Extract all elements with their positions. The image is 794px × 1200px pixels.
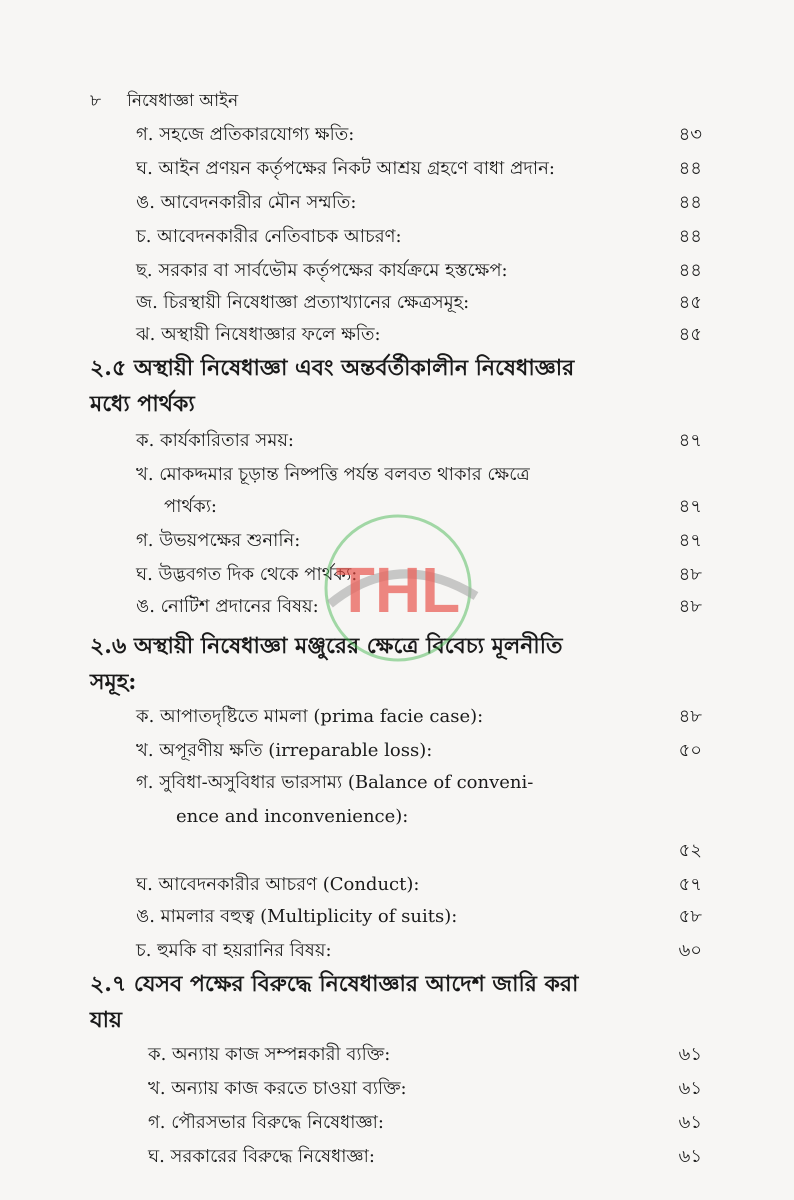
toc-entry-page: ৪৮ <box>678 564 702 585</box>
section-heading-line: মধ্যে পার্থক্য <box>90 391 195 417</box>
section-heading-line: ২.৬ অস্থায়ী নিষেধাজ্ঞা মঞ্জুরের ক্ষেত্রে বিবেচ্য মূলনীতি <box>90 633 563 659</box>
toc-entry-page: ৬১ <box>678 1044 702 1065</box>
toc-entry-label: গ. উভয়পক্ষের শুনানি: <box>136 530 301 551</box>
toc-entry-page: ৬১ <box>678 1078 702 1099</box>
toc-entry-label: ঙ. মামলার বহুত্ব (Multiplicity of suits): <box>136 906 458 927</box>
toc-entry-label: ঙ. আবেদনকারীর মৌন সম্মতি: <box>136 192 357 213</box>
toc-entry-page: ৬০ <box>678 940 702 961</box>
toc-entry-page: ৪৮ <box>678 596 702 617</box>
section-heading-line: যায় <box>90 1007 123 1033</box>
toc-entry-label: ঘ. সরকারের বিরুদ্ধে নিষেধাজ্ঞা: <box>148 1146 375 1167</box>
toc-entry-label: গ. সহজে প্রতিকারযোগ্য ক্ষতি: <box>136 124 355 145</box>
toc-entry-page: ৫২ <box>678 840 702 861</box>
toc-entry-page: ৪৪ <box>678 158 702 179</box>
toc-entry-page: ৫৭ <box>678 874 702 895</box>
toc-entry-page: ৪৮ <box>678 706 702 727</box>
toc-entry-label: চ. আবেদনকারীর নেতিবাচক আচরণ: <box>136 226 402 247</box>
toc-entry-label: ঙ. নোটিশ প্রদানের বিষয়: <box>136 596 319 617</box>
toc-entry-page: ৪৪ <box>678 226 702 247</box>
section-heading-2-7[interactable] <box>90 966 700 1038</box>
section-heading-line: ২.৫ অস্থায়ী নিষেধাজ্ঞা এবং অন্তর্বর্তীকালীন নিষেধাজ্ঞার <box>90 355 575 381</box>
toc-entry-page: ৬১ <box>678 1112 702 1133</box>
toc-entry-label: ঘ. উদ্ভবগত দিক থেকে পার্থক্য: <box>136 564 358 585</box>
toc-entry-page: ৪৪ <box>678 260 702 281</box>
toc-entry-label: ঘ. আবেদনকারীর আচরণ (Conduct): <box>136 874 420 895</box>
toc-entry-label: ক. অন্যায় কাজ সম্পন্নকারী ব্যক্তি: <box>148 1044 391 1065</box>
toc-entry-label: ence and inconvenience): <box>176 806 409 827</box>
toc-entry-label: জ. চিরস্থায়ী নিষেধাজ্ঞা প্রত্যাখ্যানের ক্ষেত্রসমূহ: <box>136 292 470 313</box>
section-heading-2-5[interactable] <box>90 350 700 422</box>
toc-entry-page: ৪৭ <box>678 530 702 551</box>
running-title: নিষেধাজ্ঞা আইন <box>127 91 239 111</box>
toc-entry-label: চ. হুমকি বা হয়রানির বিষয়: <box>136 940 332 961</box>
toc-entry-label: গ. সুবিধা-অসুবিধার ভারসাম্য (Balance of conveni- <box>136 772 534 793</box>
toc-entry-page: ৪৫ <box>678 324 702 345</box>
page-number: ৮ <box>90 91 102 111</box>
toc-entry-label: খ. অন্যায় কাজ করতে চাওয়া ব্যক্তি: <box>148 1078 407 1099</box>
toc-entry-page: ৪৪ <box>678 192 702 213</box>
toc-entry-page: ৪৫ <box>678 292 702 313</box>
toc-entry-label: ছ. সরকার বা সার্বভৌম কর্তৃপক্ষের কার্যক্রমে হস্তক্ষেপ: <box>136 260 508 281</box>
toc-entry-page: ৪৭ <box>678 496 702 517</box>
toc-entry-label: ঘ. আইন প্রণয়ন কর্তৃপক্ষের নিকট আশ্রয় গ্রহণে বাধা প্রদান: <box>136 158 555 179</box>
toc-entry-page: ৬১ <box>678 1146 702 1167</box>
toc-entry-label: ক. আপাতদৃষ্টিতে মামলা (prima facie case): <box>136 706 484 727</box>
toc-entry-page: ৫৮ <box>678 906 702 927</box>
section-heading-line: সমূহ: <box>90 669 137 695</box>
toc-entry-page: ৪৭ <box>678 430 702 451</box>
publisher-watermark-logo <box>300 508 496 668</box>
toc-entry-page: ৪৩ <box>678 124 702 145</box>
toc-entry-label: ঝ. অস্থায়ী নিষেধাজ্ঞার ফলে ক্ষতি: <box>136 324 381 345</box>
toc-entry-label: খ. অপূরণীয় ক্ষতি (irreparable loss): <box>136 740 433 761</box>
toc-entry-label: খ. মোকদ্দমার চূড়ান্ত নিষ্পত্তি পর্যন্ত বলবত থাকার ক্ষেত্রে <box>136 464 530 485</box>
watermark-text: THL <box>335 554 461 626</box>
section-heading-line: ২.৭ যেসব পক্ষের বিরুদ্ধে নিষেধাজ্ঞার আদেশ জারি করা <box>90 971 579 997</box>
toc-entry-label: ক. কার্যকারিতার সময়: <box>136 430 294 451</box>
toc-entry-label: গ. পৌরসভার বিরুদ্ধে নিষেধাজ্ঞা: <box>148 1112 384 1133</box>
toc-entry-label: পার্থক্য: <box>164 496 217 517</box>
toc-entry-page: ৫০ <box>678 740 702 761</box>
